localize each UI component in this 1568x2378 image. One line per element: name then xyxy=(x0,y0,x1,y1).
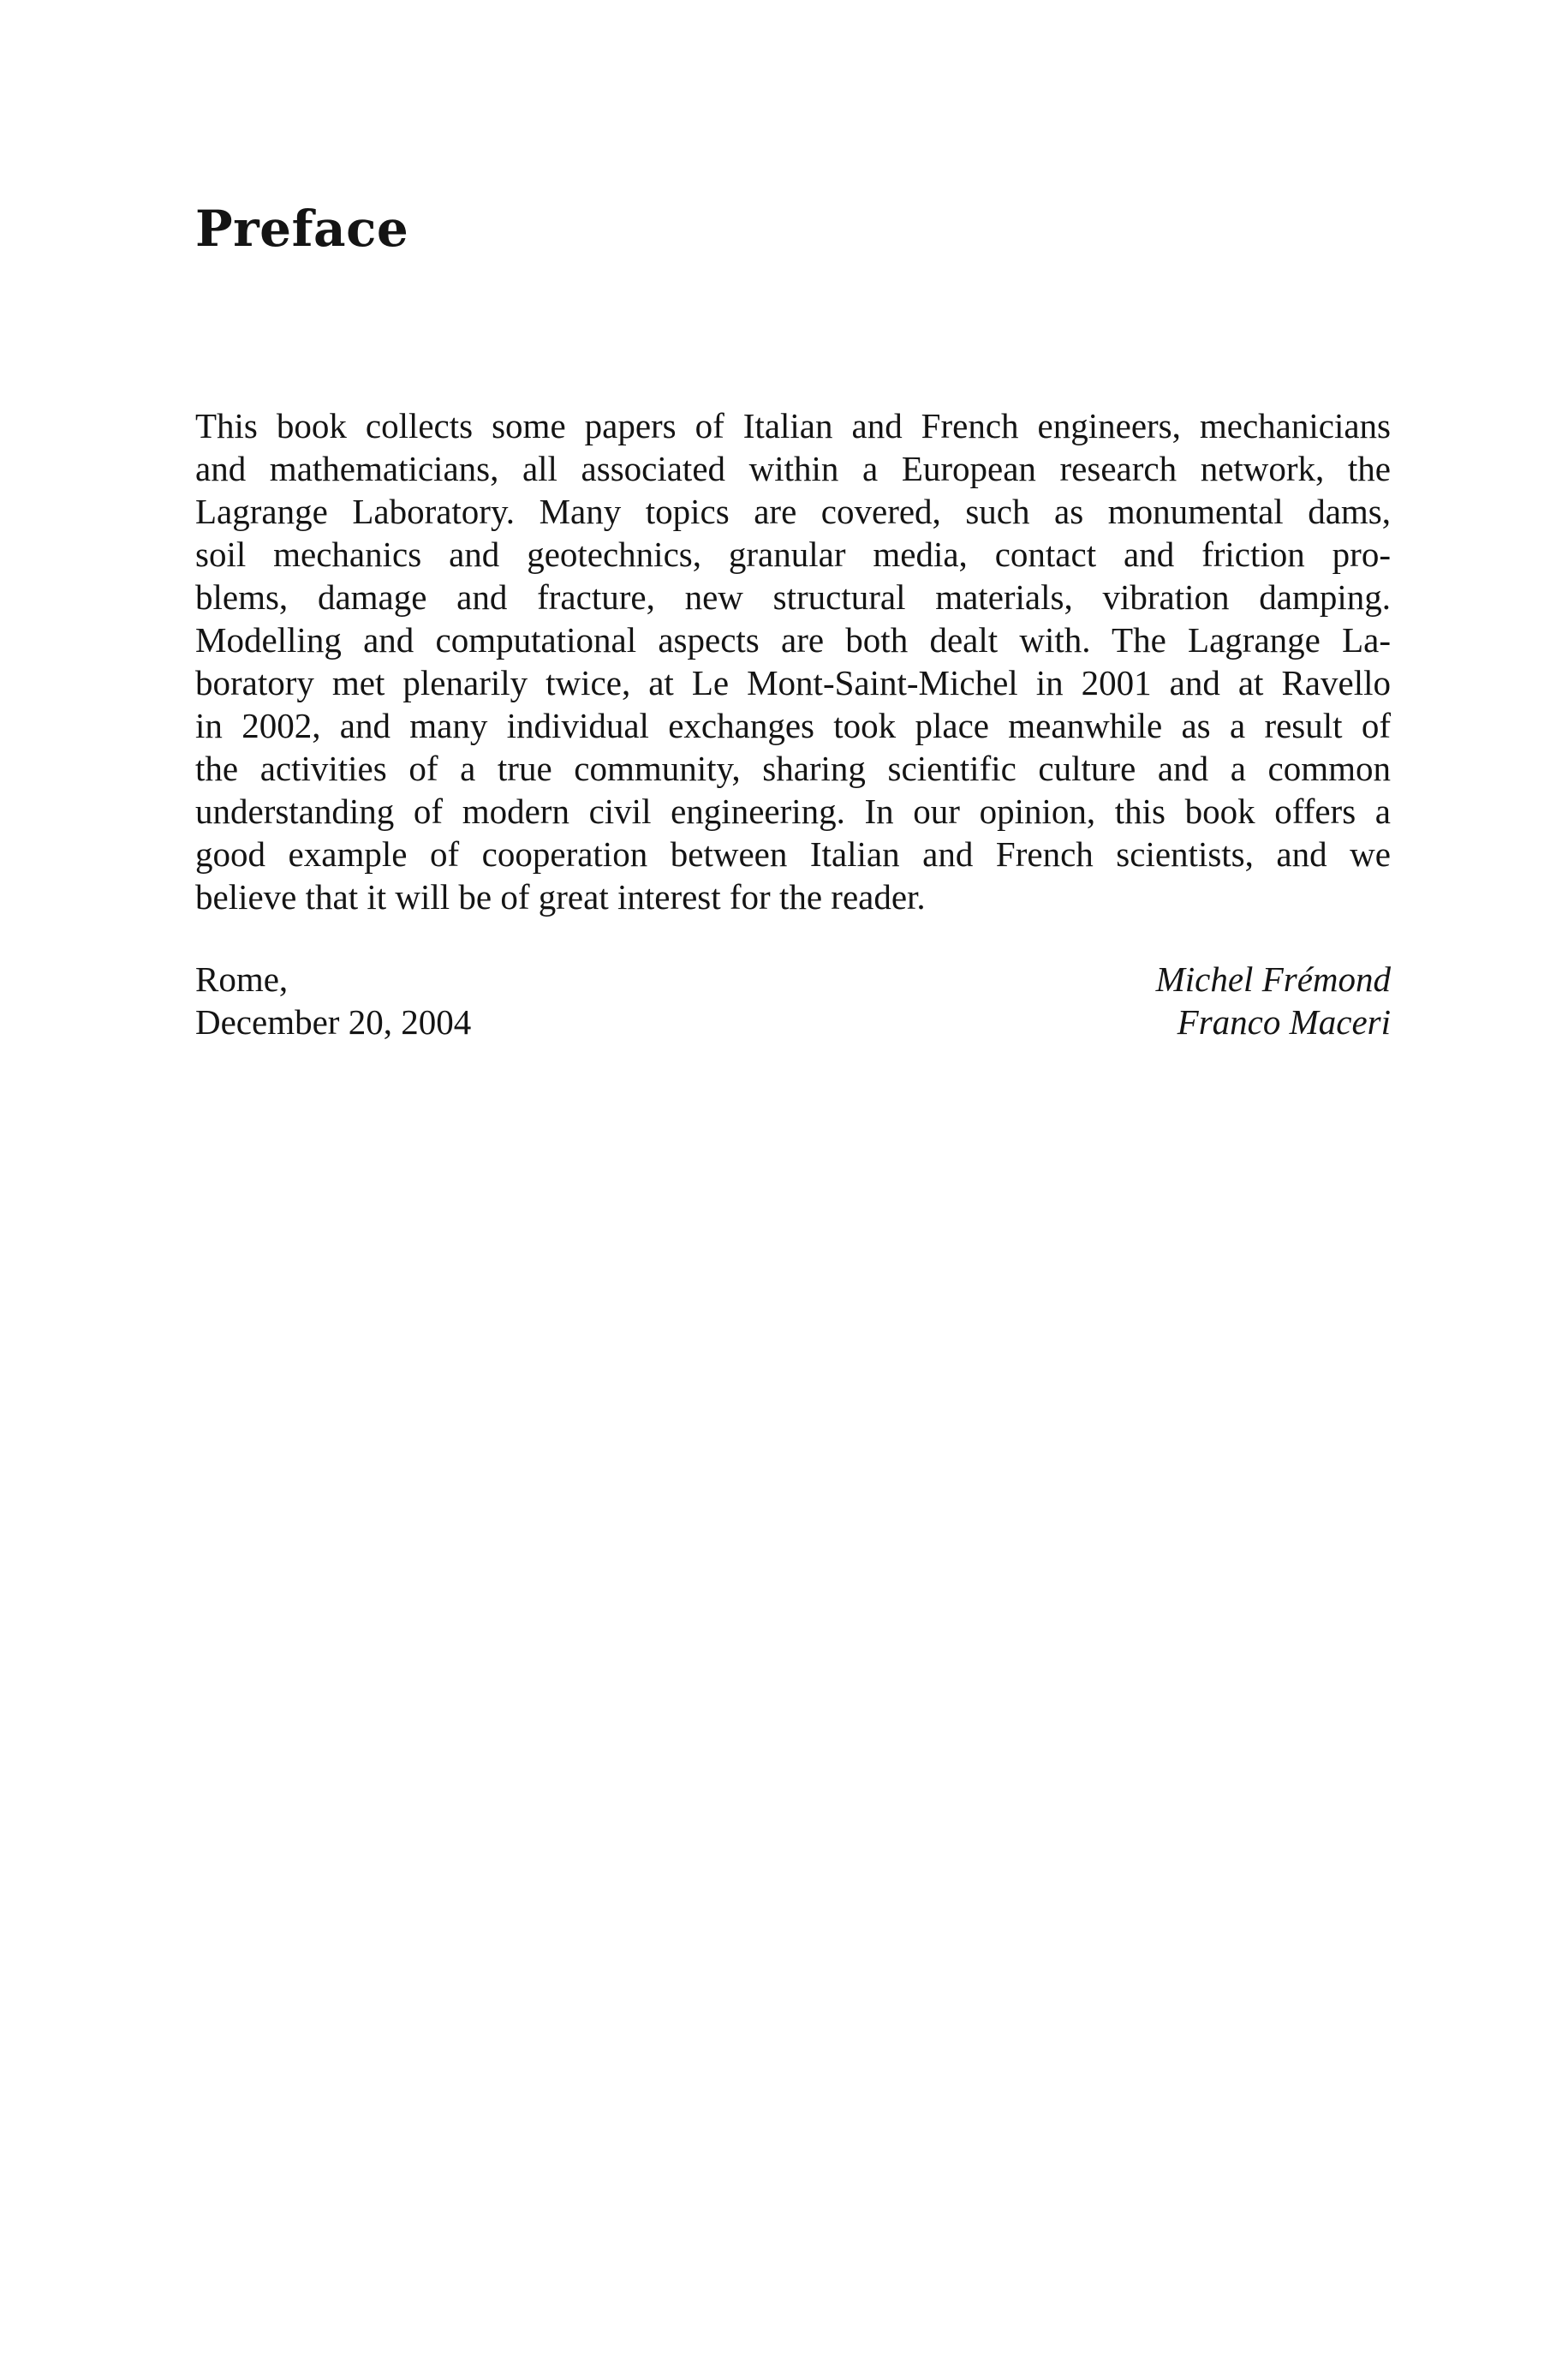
paragraph-line: This book collects some papers of Italian and French engineers, mechanicians xyxy=(195,406,1391,445)
paragraph-line: the activities of a true community, sharing scientific culture and a common xyxy=(195,749,1391,788)
date: December 20, 2004 xyxy=(195,1002,472,1042)
place: Rome, xyxy=(195,959,289,999)
paragraph-line: Lagrange Laboratory. Many topics are covered, such as monumental dams, xyxy=(195,492,1391,531)
paragraph-line: Modelling and computational aspects are both dealt with. The Lagrange La- xyxy=(195,620,1391,660)
paragraph-line: boratory met plenarily twice, at Le Mont-Saint-Michel in 2001 and at Ravello xyxy=(195,663,1391,702)
paragraph-line: blems, damage and fracture, new structural materials, vibration damping. xyxy=(195,577,1391,617)
paragraph-line: and mathematicians, all associated within a European research network, the xyxy=(195,449,1391,488)
author-name: Michel Frémond xyxy=(1155,959,1391,999)
paragraph-line: believe that it will be of great interest for the reader. xyxy=(195,877,926,917)
paragraph-line: understanding of modern civil engineering. In our opinion, this book offers a xyxy=(195,792,1391,831)
preface-paragraph xyxy=(195,404,1391,918)
authors-signature xyxy=(942,958,1391,1043)
paragraph-line: good example of cooperation between Italian and French scientists, and we xyxy=(195,834,1391,874)
paragraph-line: in 2002, and many individual exchanges took place meanwhile as a result of xyxy=(195,706,1391,745)
page-title: Preface xyxy=(195,200,409,258)
place-and-date xyxy=(195,958,471,1043)
author-name: Franco Maceri xyxy=(1177,1002,1391,1042)
paragraph-line: soil mechanics and geotechnics, granular media, contact and friction pro- xyxy=(195,535,1391,574)
